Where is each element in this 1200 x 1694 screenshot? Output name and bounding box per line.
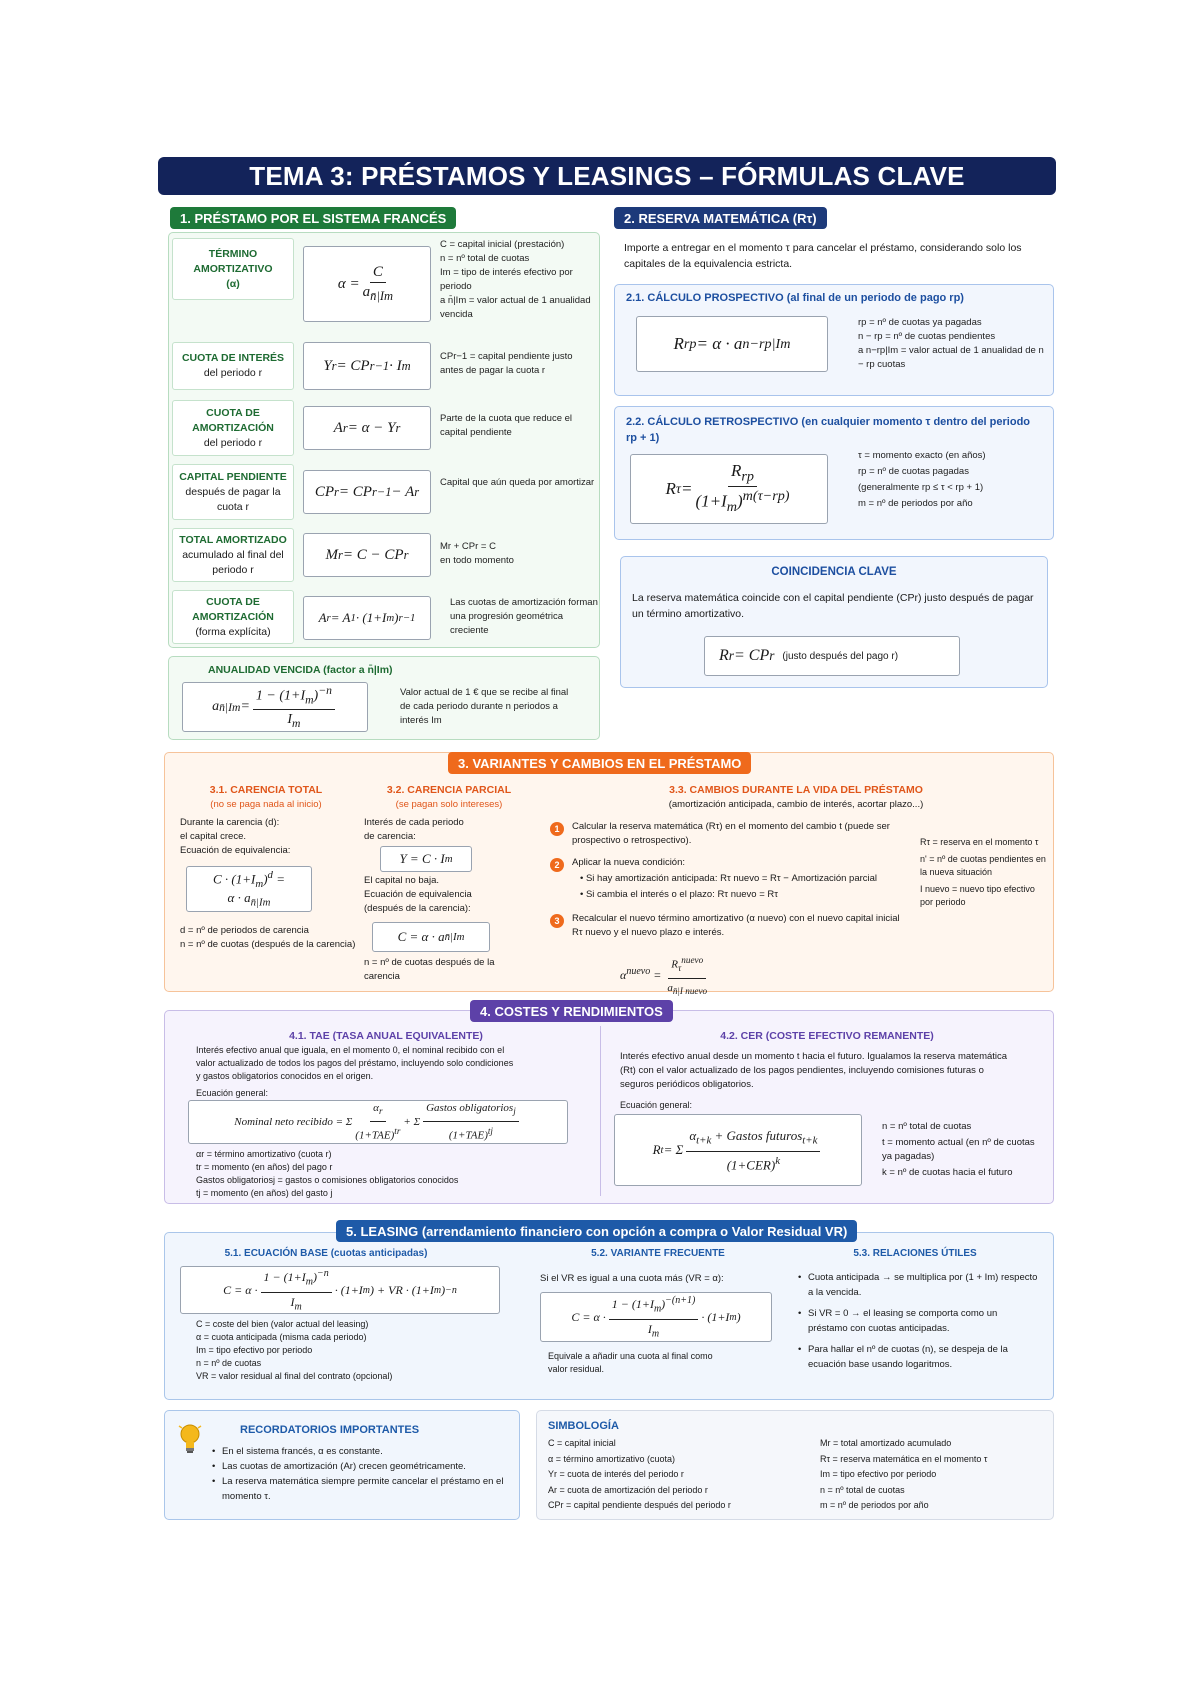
leasing-variante-note: Equivale a añadir una cuota al final como valor residual. (548, 1351, 713, 1374)
symbols-right: Mr = total amortizado acumulado Rτ = reserva matemática en el momento τ Im = tipo efectivo por periodo n = nº total de cuotas m = nº de periodos por año (820, 1438, 988, 1510)
notes-termino: C = capital inicial (prestación) n = nº total de cuotas Im = tipo de interés efectivo por periodo a n̄|Im = valor actual de 1 anualidad vencida (440, 239, 591, 320)
step-3-text: Recalcular el nuevo término amortizativo (α nuevo) con el nuevo capital inicial Rτ nuevo y el nuevo plazo e interés. (572, 913, 900, 938)
section-3-header: 3. VARIANTES Y CAMBIOS EN EL PRÉSTAMO (448, 752, 751, 774)
coincidence-title: COINCIDENCIA CLAVE (771, 566, 897, 578)
retrospective-title: 2.2. CÁLCULO RETROSPECTIVO (en cualquier momento τ dentro del periodo rp + 1) (626, 416, 1031, 444)
retrospective-notes: τ = momento exacto (en años) rp = nº de cuotas pagadas (generalmente rp ≤ τ < rp + 1) m = nº de periodos por año (858, 450, 986, 509)
carencia-total-sub: (no se paga nada al inicio) (210, 799, 322, 810)
reminders-list (212, 1444, 512, 1504)
carencia-parcial-text: Interés de cada periodo de carencia: (364, 817, 464, 842)
tae-eq-label: Ecuación general: (196, 1088, 269, 1098)
formula-ar: A r = α − Y r (303, 406, 431, 450)
formula-tae: Nominal neto recibido = Σ $\frac{\alpha_r}{(1+TAE)^{tr}}$ + Σ $\frac{Gastos obligatorios_j}{(1+TAE)^{tj}}$ (188, 1100, 568, 1144)
carencia-total-notes: d = nº de periodos de carencia n = nº de cuotas (después de la carencia) (180, 925, 356, 950)
tae-text: Interés efectivo anual que iguala, en el momento 0, el nominal recibido con el valor actualizado de todos los pagos del préstamo, incluyendo solo condiciones y gastos obligatorios conocidos en el origen. (196, 1045, 514, 1081)
formula-cpr: CP r = CP r−1 − A r (303, 470, 431, 514)
cer-notes: n = nº total de cuotas t = momento actual (en nº de cuotas ya pagadas) k = nº de cuotas hacia el futuro (882, 1121, 1035, 1178)
formula-retrospective: R τ = $\frac{R_{rp}}{(1+I_m)^{m(\tau-rp)}}$ (630, 454, 828, 524)
reminder-item: • En el sistema francés, α es constante. (212, 1444, 512, 1459)
section-2-header: 2. RESERVA MATEMÁTICA (Rτ) (614, 207, 827, 229)
cer-eq-label: Ecuación general: (620, 1100, 693, 1110)
label-cuota-interes: CUOTA DE INTERÉS del periodo r (172, 342, 294, 390)
step-2-cond-2: • Si cambia el interés o el plazo: Rτ nuevo = Rτ (580, 889, 779, 900)
relacion-item: • Cuota anticipada → se multiplica por (1 + Im) respecto a la vencida. (798, 1270, 1038, 1300)
formula-leasing-base: C = α · $\frac{1 - (1+I_m)^{-n}}{I_m}$ · (1+I m ) + VR · (1+I m ) −n (180, 1266, 500, 1314)
formula-mr: M r = C − CP r (303, 533, 431, 577)
step-3-badge: 3 (550, 914, 564, 928)
prospective-title: 2.1. CÁLCULO PROSPECTIVO (al final de un periodo de pago rp) (626, 292, 964, 304)
carencia-total-title: 3.1. CARENCIA TOTAL (209, 784, 323, 796)
s2-intro: Importe a entregar en el momento τ para cancelar el préstamo, considerando solo los capitales de la equivalencia estricta. (624, 242, 1022, 270)
reminder-item: • Las cuotas de amortización (Ar) crecen geométricamente. (212, 1459, 512, 1474)
label-cuota-explicita: CUOTA DE AMORTIZACIÓN (forma explícita) (172, 590, 294, 644)
notes-cuota-explicita: Las cuotas de amortización forman una progresión geométrica creciente (450, 597, 598, 636)
tae-title: 4.1. TAE (TASA ANUAL EQUIVALENTE) (289, 1030, 483, 1042)
page-title: TEMA 3: PRÉSTAMOS Y LEASINGS – FÓRMULAS CLAVE (158, 157, 1056, 195)
leasing-relaciones-list (798, 1270, 1038, 1372)
formula-alpha-nuevo: $\alpha^{nuevo}$ = $\frac{R_\tau^{nuevo}}{a_{n̄|I nuevo}}$ (620, 952, 710, 1000)
prospective-notes: rp = nº de cuotas ya pagadas n − rp = nº de cuotas pendientes a n−rp|Im = valor actual de 1 anualidad de n − rp cuotas (858, 317, 1044, 370)
formula-carencia-total: $C \cdot (1+I_m)^d$ = $\alpha \cdot a_{n̄|Im}$ (186, 866, 312, 912)
cambios-sub: (amortización anticipada, cambio de interés, acortar plazo...) (668, 799, 924, 810)
cambios-title: 3.3. CAMBIOS DURANTE LA VIDA DEL PRÉSTAMO (669, 784, 923, 796)
step-2-text: Aplicar la nueva condición: (572, 857, 686, 868)
relacion-item: • Para hallar el nº de cuotas (n), se despeja de la ecuación base usando logaritmos. (798, 1342, 1038, 1372)
relacion-item: • Si VR = 0 → el leasing se comporta como un préstamo con cuotas anticipadas. (798, 1306, 1038, 1336)
symbols-left: C = capital inicial α = término amortizativo (cuota) Yr = cuota de interés del periodo r Ar = cuota de amortización del periodo r CPr = capital pendiente después del periodo r (548, 1438, 731, 1510)
leasing-variante-text: Si el VR es igual a una cuota más (VR = α): (540, 1273, 724, 1284)
formula-coincidence: R r = CP r (justo después del pago r) (704, 636, 960, 676)
formula-carencia-parcial-y: Y = C · I m (380, 846, 472, 872)
cer-text: Interés efectivo anual desde un momento t hacia el futuro. Igualamos la reserva matemática (Rt) con el valor actualizado de los pagos pendientes, incluyendo comisiones futuras o seguros periódicos obligatorios. (620, 1051, 1008, 1090)
section-1-header: 1. PRÉSTAMO POR EL SISTEMA FRANCÉS (170, 207, 456, 229)
section-5-header: 5. LEASING (arrendamiento financiero con opción a compra o Valor Residual VR) (336, 1220, 857, 1242)
carencia-total-text: Durante la carencia (d): el capital crece. Ecuación de equivalencia: (180, 817, 291, 856)
notes-capital-pendiente: Capital que aún queda por amortizar (440, 477, 595, 488)
step-1-badge: 1 (550, 822, 564, 836)
label-total-amortizado: TOTAL AMORTIZADO acumulado al final del periodo r (172, 528, 294, 582)
annuity-note: Valor actual de 1 € que se recibe al final de cada periodo durante n periodos a interés Im (400, 687, 569, 726)
formula-ar-explicit: A r = A 1 · (1+I m ) r−1 (303, 596, 431, 640)
carencia-parcial-sub: (se pagan solo intereses) (395, 799, 503, 810)
tae-notes: αr = término amortizativo (cuota r) tr = momento (en años) del pago r Gastos obligatoriosj = gastos o comisiones obligatorios conocidos tj = momento (en años) del gasto j (196, 1149, 459, 1198)
leasing-base-notes: C = coste del bien (valor actual del leasing) α = cuota anticipada (misma cada periodo) Im = tipo efectivo por periodo n = nº de cuotas VR = valor residual al final del contrato (opcional) (196, 1319, 393, 1381)
notes-cuota-interes: CPr−1 = capital pendiente justo antes de pagar la cuota r (440, 351, 573, 376)
carencia-parcial-text2: El capital no baja. Ecuación de equivalencia (después de la carencia): (364, 875, 472, 914)
lightbulb-icon (178, 1422, 202, 1456)
label-cuota-amortizacion: CUOTA DE AMORTIZACIÓN del periodo r (172, 400, 294, 456)
formula-carencia-parcial-c: C = α · a n̄|Im (372, 922, 490, 952)
reminders-title: RECORDATORIOS IMPORTANTES (240, 1424, 420, 1436)
carencia-parcial-note: n = nº de cuotas después de la carencia (364, 957, 495, 982)
formula-cer: R t = Σ $\frac{\alpha_{t+k} + Gastos futuros_{t+k}}{(1+CER)^k}$ (614, 1114, 862, 1186)
step-2-cond-1: • Si hay amortización anticipada: Rτ nuevo = Rτ − Amortización parcial (580, 873, 878, 884)
leasing-variante-title: 5.2. VARIANTE FRECUENTE (591, 1248, 725, 1259)
step-1-text: Calcular la reserva matemática (Rτ) en el momento del cambio t (puede ser prospectivo o retrospectivo). (572, 821, 890, 846)
cer-title: 4.2. CER (COSTE EFECTIVO REMANENTE) (720, 1030, 934, 1042)
reminder-item: • La reserva matemática siempre permite cancelar el préstamo en el momento τ. (212, 1474, 512, 1504)
annuity-title: ANUALIDAD VENCIDA (factor a n̄|Im) (208, 664, 393, 676)
cambios-notes: Rτ = reserva en el momento τ n' = nº de cuotas pendientes en la nueva situación I nuevo = nuevo tipo efectivo por periodo (920, 837, 1046, 907)
formula-annuity: a n̄|Im = $\frac{1 - (1+I_m)^{-n}}{I_m}$ (182, 682, 368, 732)
notes-cuota-amortizacion: Parte de la cuota que reduce el capital pendiente (440, 413, 573, 438)
formula-prospective: R rp = α · a n−rp|Im (636, 316, 828, 372)
leasing-relaciones-title: 5.3. RELACIONES ÚTILES (853, 1248, 977, 1259)
formula-leasing-variante: C = α · $\frac{1 - (1+I_m)^{-(n+1)}}{I_m}$ · (1+I m ) (540, 1292, 772, 1342)
section-4-header: 4. COSTES Y RENDIMIENTOS (470, 1000, 673, 1022)
label-capital-pendiente: CAPITAL PENDIENTE después de pagar la cuota r (172, 464, 294, 520)
section-4-divider (600, 1026, 601, 1196)
symbols-title: SIMBOLOGÍA (548, 1420, 619, 1432)
coincidence-text: La reserva matemática coincide con el capital pendiente (CPr) justo después de pagar un término amortizativo. (632, 592, 1034, 620)
label-termino: TÉRMINO AMORTIZATIVO (α) (172, 238, 294, 300)
notes-total-amortizado: Mr + CPr = C en todo momento (440, 541, 514, 566)
carencia-parcial-title: 3.2. CARENCIA PARCIAL (386, 784, 512, 796)
formula-yr: Y r = CP r−1 · I m (303, 342, 431, 390)
leasing-base-title: 5.1. ECUACIÓN BASE (cuotas anticipadas) (224, 1248, 428, 1259)
step-2-badge: 2 (550, 858, 564, 872)
formula-alpha: α = $\frac{C}{a_{n̄|Im}}$ (303, 246, 431, 322)
